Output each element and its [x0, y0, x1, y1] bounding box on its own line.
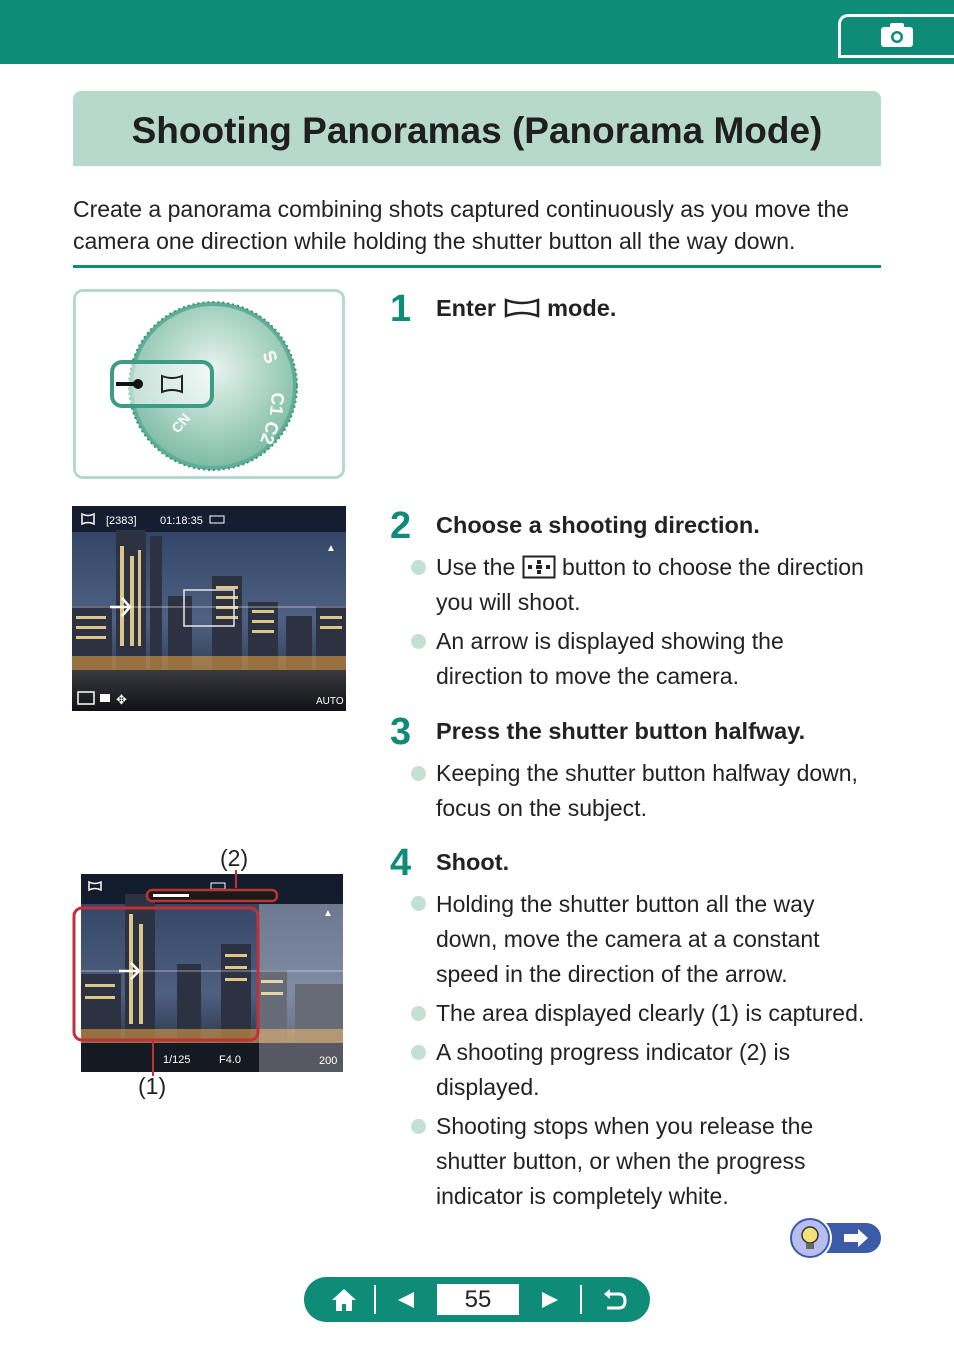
night-city-photo: [72, 506, 346, 711]
camera-icon: [879, 22, 915, 48]
panorama-screen-direction: [72, 506, 346, 711]
step-1-number: 1: [390, 288, 412, 330]
step-1-heading-before: Enter: [436, 295, 497, 321]
intro-text: Create a panorama combining shots captured continuously as you move the camera one direction while holding the shutter button all the way down.: [73, 196, 850, 254]
step-1-heading: [436, 295, 616, 322]
bottom-navigation: [304, 1277, 650, 1322]
step-2-bullet-1: [436, 550, 886, 620]
svg-text:▲: ▲: [326, 543, 336, 554]
step-4-bullet-1: Holding the shutter button all the way down, move the camera at a constant speed in the direction of the arrow.: [436, 891, 820, 987]
header-bar-top: [0, 0, 954, 14]
svg-text:S: S: [258, 347, 282, 367]
step-3-bullet-1: Keeping the shutter button halfway down, focus on the subject.: [436, 760, 858, 821]
back-button[interactable]: [592, 1277, 636, 1322]
remaining-time: 01:18:35: [160, 515, 203, 527]
shot-count: [2383]: [106, 515, 137, 527]
triangle-left-icon: [396, 1290, 416, 1310]
step-4-heading: Shoot.: [436, 849, 510, 875]
step-1-heading-after: mode.: [547, 295, 617, 321]
step-2-heading: Choose a shooting direction.: [436, 512, 760, 538]
title-box: [73, 91, 881, 166]
step-4-bullet-2: The area displayed clearly (1) is captured.: [436, 1000, 865, 1026]
panorama-mode-icon: [503, 297, 541, 319]
hint-next-button[interactable]: [786, 1215, 881, 1261]
svg-text:CN: CN: [168, 410, 194, 436]
step-2-number: 2: [390, 505, 412, 547]
page-number: 55: [437, 1284, 519, 1315]
bullet-text-end: button to choose the direction you will shoot.: [436, 554, 864, 615]
step-4-bullet-4: Shooting stops when you release the shutter button, or when the progress indicator is completely white.: [436, 1113, 814, 1209]
step-3-heading: Press the shutter button halfway.: [436, 718, 806, 744]
triangle-right-icon: [540, 1290, 560, 1310]
divider: [73, 265, 881, 268]
svg-text:C2: C2: [256, 418, 284, 448]
bullet-dot: [411, 634, 426, 649]
next-page-button[interactable]: [530, 1277, 570, 1322]
direction-button-icon: [522, 555, 556, 579]
previous-page-button[interactable]: [386, 1277, 426, 1322]
bullet-dot: [411, 1045, 426, 1060]
bullet-dot: [411, 560, 426, 575]
area-callout-label: (1): [138, 1073, 167, 1099]
progress-callout-label: (2): [220, 845, 249, 871]
svg-text:C1: C1: [266, 391, 288, 417]
mode-dial-graphic: [76, 292, 342, 476]
home-button[interactable]: [322, 1277, 366, 1322]
callout-lines: [60, 860, 290, 1100]
svg-text:▲: ▲: [323, 908, 333, 919]
mode-dial-illustration: [73, 289, 345, 479]
aperture: F4.0: [219, 1054, 242, 1066]
bullet-text-start: Use the: [436, 554, 516, 580]
svg-text:✥: ✥: [116, 693, 127, 708]
step-3-number: 3: [390, 711, 412, 753]
nav-separator: [580, 1285, 582, 1314]
bullet-dot: [411, 766, 426, 781]
step-2-bullet-2: An arrow is displayed showing the direction to move the camera.: [436, 628, 784, 689]
home-icon: [330, 1287, 358, 1313]
iso-value: 200: [319, 1055, 338, 1067]
iso-auto: AUTO: [316, 696, 344, 707]
shutter-speed: 1/125: [163, 1054, 191, 1066]
step-4-number: 4: [390, 842, 412, 884]
return-icon: [601, 1288, 627, 1312]
bullet-dot: [411, 1119, 426, 1134]
bullet-dot: [411, 1006, 426, 1021]
step-4-bullet-3: A shooting progress indicator (2) is displayed.: [436, 1039, 791, 1100]
nav-separator: [374, 1285, 376, 1314]
page-title: Shooting Panoramas (Panorama Mode): [131, 110, 823, 151]
bullet-dot: [411, 896, 426, 911]
